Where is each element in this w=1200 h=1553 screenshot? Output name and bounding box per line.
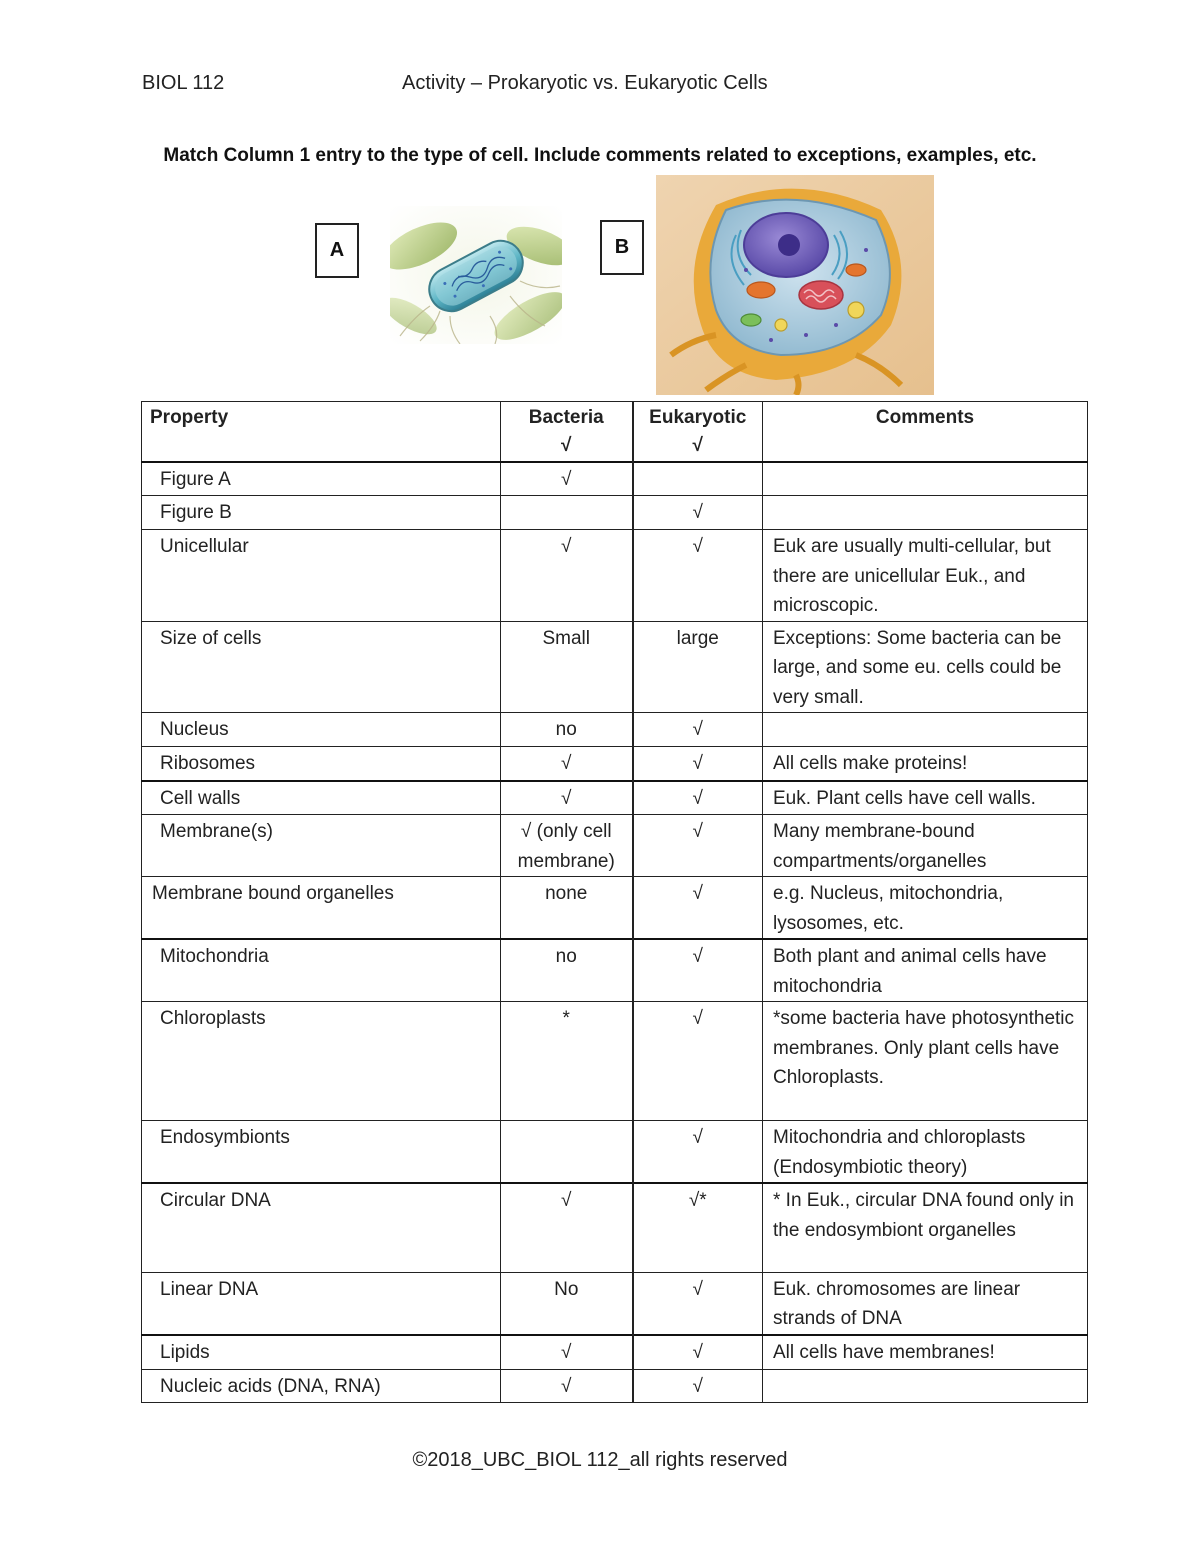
comment-cell: Euk. Plant cells have cell walls. [763,781,1088,815]
eukaryotic-cell: √ [633,496,763,530]
property-cell: Nucleic acids (DNA, RNA) [142,1370,501,1403]
table-row [142,496,1088,530]
property-cell: Membrane(s) [142,815,501,877]
comment-cell: Euk are usually multi-cellular, but there are unicellular Euk., and microscopic. [763,530,1088,622]
property-cell: Circular DNA [142,1183,501,1272]
header-comments: Comments [763,402,1088,462]
eukaryotic-cell: √ [633,781,763,815]
bacteria-cell: √ [501,747,633,781]
bacteria-cell: no [501,713,633,747]
property-cell: Lipids [142,1335,501,1370]
cell-comparison-table [141,401,1088,1403]
bacteria-cell: √ (only cell membrane) [501,815,633,877]
comment-cell [763,1370,1088,1403]
table-row [142,621,1088,713]
eukaryotic-cell: √ [633,1121,763,1184]
bacteria-cell: √ [501,1370,633,1403]
bacteria-cell: none [501,877,633,940]
header-bacteria-label: Bacteria [528,407,604,428]
eukaryotic-cell: √ [633,1335,763,1370]
table-row [142,713,1088,747]
bacteria-cell: * [501,1002,633,1121]
comment-cell: Mitochondria and chloroplasts (Endosymbiotic theory) [763,1121,1088,1184]
instructions: Match Column 1 entry to the type of cell. Include comments related to exceptions, examples, etc. [163,145,1037,166]
property-cell: Membrane bound organelles [142,877,501,940]
bacteria-cell: √ [501,1183,633,1272]
bacteria-cell: √ [501,530,633,622]
eukaryotic-cell: √ [633,939,763,1002]
table-row [142,530,1088,622]
header-property: Property [142,402,501,462]
eukaryotic-cell: √ [633,713,763,747]
table-row [142,939,1088,1002]
table-row [142,747,1088,781]
comment-cell: Euk. chromosomes are linear strands of DNA [763,1272,1088,1335]
eukaryotic-cell: √ [633,747,763,781]
table-row [142,1272,1088,1335]
eukaryotic-cell: √ [633,530,763,622]
eukaryotic-cell: √ [633,877,763,940]
property-cell: Linear DNA [142,1272,501,1335]
bacteria-illustration [390,206,562,344]
property-cell: Cell walls [142,781,501,815]
property-cell: Endosymbionts [142,1121,501,1184]
property-cell: Chloroplasts [142,1002,501,1121]
bacteria-cell: √ [501,1335,633,1370]
figure-b-label: B [600,220,644,275]
table-row [142,781,1088,815]
property-cell: Unicellular [142,530,501,622]
property-cell: Size of cells [142,621,501,713]
property-cell: Figure B [142,496,501,530]
table-row [142,1121,1088,1184]
comment-cell: Both plant and animal cells have mitochondria [763,939,1088,1002]
table-row [142,462,1088,496]
comment-cell [763,496,1088,530]
comment-cell: Exceptions: Some bacteria can be large, and some eu. cells could be very small. [763,621,1088,713]
header-bacteria [501,402,633,462]
eukaryotic-cell: √* [633,1183,763,1272]
comment-cell [763,462,1088,496]
bacteria-cell: √ [501,781,633,815]
property-cell: Mitochondria [142,939,501,1002]
bacteria-cell [501,1121,633,1184]
eukaryotic-cell [633,462,763,496]
comment-cell: Many membrane-bound compartments/organelles [763,815,1088,877]
comment-cell: All cells have membranes! [763,1335,1088,1370]
bacteria-cell [501,496,633,530]
header-bacteria-check: √ [561,434,572,456]
course-code: BIOL 112 [142,72,225,94]
eukaryotic-cell-illustration [656,175,934,395]
header-eukaryotic-label: Eukaryotic [649,407,747,428]
comment-cell: * In Euk., circular DNA found only in the endosymbiont organelles [763,1183,1088,1272]
copyright-footer: ©2018_UBC_BIOL 112_all rights reserved [412,1449,788,1471]
eukaryotic-cell: √ [633,1272,763,1335]
property-cell: Ribosomes [142,747,501,781]
header-eukaryotic [633,402,763,462]
table-row [142,1335,1088,1370]
header-eukaryotic-check: √ [692,434,703,456]
comment-cell: All cells make proteins! [763,747,1088,781]
table-row [142,1002,1088,1121]
figure-a-label: A [315,223,359,278]
table-row [142,1183,1088,1272]
eukaryotic-cell: √ [633,815,763,877]
table-row [142,1370,1088,1403]
bacteria-cell: No [501,1272,633,1335]
property-cell: Figure A [142,462,501,496]
bacteria-cell: Small [501,621,633,713]
eukaryotic-cell: √ [633,1002,763,1121]
comment-cell: e.g. Nucleus, mitochondria, lysosomes, etc. [763,877,1088,940]
comment-cell [763,713,1088,747]
eukaryotic-cell: √ [633,1370,763,1403]
bacteria-cell: no [501,939,633,1002]
table-row [142,877,1088,940]
page-title: Activity – Prokaryotic vs. Eukaryotic Cells [402,72,768,94]
table-row [142,815,1088,877]
property-cell: Nucleus [142,713,501,747]
eukaryotic-cell: large [633,621,763,713]
bacteria-cell: √ [501,462,633,496]
comment-cell: *some bacteria have photosynthetic membranes. Only plant cells have Chloroplasts. [763,1002,1088,1121]
